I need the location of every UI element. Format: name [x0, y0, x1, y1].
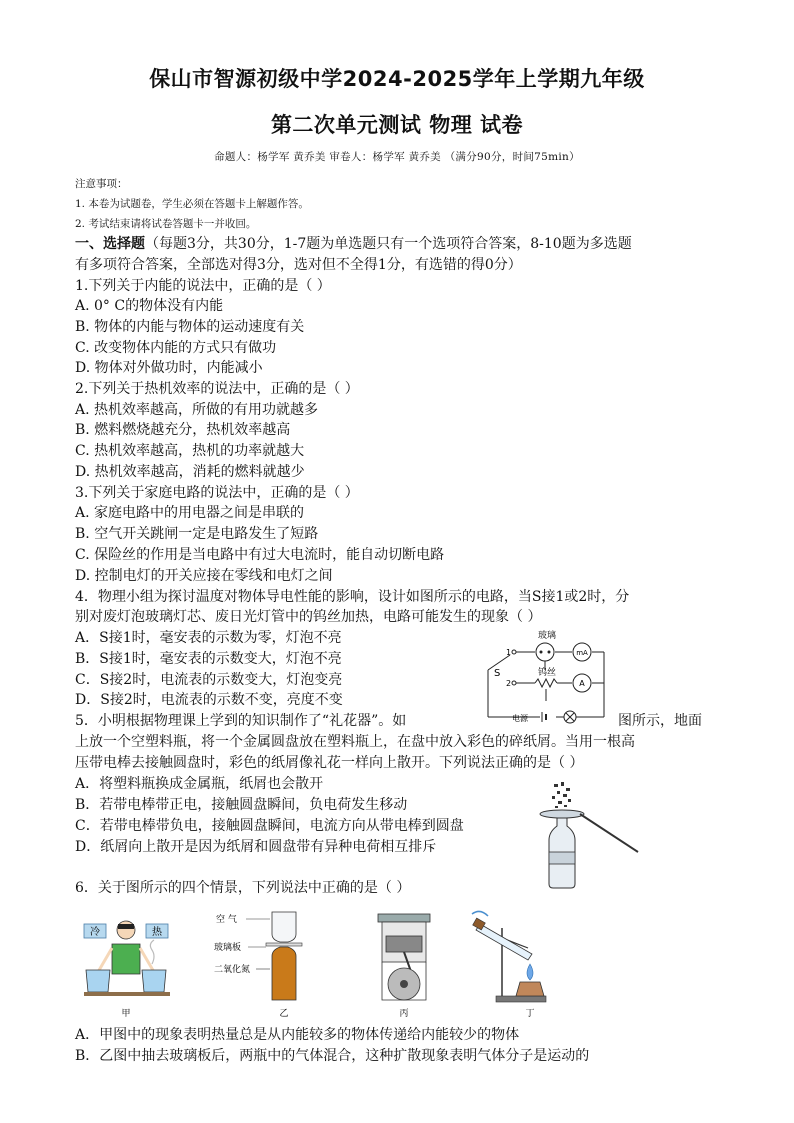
q4-meter-ma: mA — [576, 649, 588, 657]
q5-option-a: A．将塑料瓶换成金属瓶，纸屑也会散开 — [75, 776, 324, 792]
q6-label-bing: 丙 — [399, 1009, 409, 1019]
q3-stem: 3.下列关于家庭电路的说法中，正确的是（ ） — [75, 485, 359, 501]
q6-figure-ding — [470, 908, 570, 1020]
q6-figure-yi — [212, 908, 312, 1020]
q6-jia-cold: 冷 — [90, 927, 100, 938]
section1-desc2: 有多项符合答案，全部选对得3分，选对但不全得1分，有选错的得0分） — [75, 257, 522, 273]
note-item-1: 1. 本卷为试题卷，学生必须在答题卡上解题作答。 — [75, 198, 309, 210]
q2-option-c: C. 热机效率越高，热机的功率就越大 — [75, 443, 305, 459]
q4-label-s: S — [494, 668, 501, 679]
q5-bottle-figure — [530, 780, 645, 892]
q1-option-b: B. 物体的内能与物体的运动速度有关 — [75, 319, 305, 335]
q6-stem: 6．关于图所示的四个情景，下列说法中正确的是（ ） — [75, 880, 411, 896]
q3-option-b: B. 空气开关跳闸一定是电路发生了短路 — [75, 526, 319, 542]
q6-label-ding: 丁 — [525, 1009, 535, 1019]
q5-stem-line3: 压带电棒去接触圆盘时，彩色的纸屑像礼花一样向上散开。下列说法正确的是（ ） — [75, 755, 584, 771]
exam-title-line2: 第二次单元测试 物理 试卷 — [270, 113, 524, 137]
q4-label-1: 1 — [506, 648, 512, 657]
q6-label-yi: 乙 — [279, 1009, 289, 1019]
q4-option-a: A．S接1时，毫安表的示数为零，灯泡不亮 — [75, 630, 342, 646]
section1-heading: 一、选择题 — [75, 236, 145, 252]
q4-label-wire: 钨丝 — [538, 668, 557, 678]
q6-figure-jia — [82, 912, 180, 1020]
notes-heading: 注意事项： — [75, 178, 128, 190]
q5-option-b: B．若带电棒带正电，接触圆盘瞬间，负电荷发生移动 — [75, 797, 408, 813]
section1-line1 — [75, 234, 632, 254]
q1-option-c: C. 改变物体内能的方式只有做功 — [75, 340, 277, 356]
q4-option-d: D．S接2时，电流表的示数不变，亮度不变 — [75, 692, 343, 708]
exam-title-line1: 保山市智源初级中学2024-2025学年上学期九年级 — [149, 67, 645, 91]
q6-option-a: A．甲图中的现象表明热量总是从内能较多的物体传递给内能较少的物体 — [75, 1027, 520, 1043]
q2-option-d: D. 热机效率越高，消耗的燃料就越少 — [75, 464, 305, 480]
q4-stem-line2: 别对废灯泡玻璃灯芯、废日光灯管中的钨丝加热，电路可能发生的现象（ ） — [75, 609, 542, 625]
q2-stem: 2.下列关于热机效率的说法中，正确的是（ ） — [75, 381, 359, 397]
q1-stem: 1.下列关于内能的说法中，正确的是（ ） — [75, 278, 331, 294]
q6-jia-hot: 热 — [152, 927, 162, 938]
q5-stem-line2: 上放一个空塑料瓶，将一个金属圆盘放在塑料瓶上，在盘中放入彩色的碎纸屑。当用一根高 — [75, 734, 635, 750]
q6-option-b: B．乙图中抽去玻璃板后，两瓶中的气体混合，这种扩散现象表明气体分子是运动的 — [75, 1048, 590, 1064]
q4-option-c: C．S接2时，电流表的示数变大，灯泡变亮 — [75, 672, 343, 688]
q4-label-2: 2 — [506, 679, 512, 688]
q6-yi-air: 空 气 — [216, 915, 237, 925]
q5-option-d: D．纸屑向上散开是因为纸屑和圆盘带有异种电荷相互排斥 — [75, 839, 437, 855]
q1-option-d: D. 物体对外做功时，内能减小 — [75, 360, 263, 376]
q4-circuit-figure — [480, 630, 610, 725]
q4-label-power: 电源 — [512, 714, 528, 723]
note-item-2: 2. 考试结束请将试卷答题卡一并收回。 — [75, 218, 257, 230]
q2-option-b: B. 燃料燃烧越充分，热机效率越高 — [75, 422, 291, 438]
q5-stem-line1: 5．小明根据物理课上学到的知识制作了“礼花器”。如 — [75, 713, 407, 729]
q3-option-a: A. 家庭电路中的用电器之间是串联的 — [75, 505, 305, 521]
section1-desc1: （每题3分，共30分，1-7题为单选题只有一个选项符合答案，8-10题为多选题 — [145, 236, 632, 252]
q4-option-b: B．S接1时，毫安表的示数变大，灯泡不亮 — [75, 651, 342, 667]
q3-option-c: C. 保险丝的作用是当电路中有过大电流时，能自动切断电路 — [75, 547, 445, 563]
q6-yi-no2: 二氧化氮 — [214, 965, 251, 975]
q4-stem-line1: 4．物理小组为探讨温度对物体导电性能的影响，设计如图所示的电路，当S接1或2时，分 — [75, 589, 630, 605]
q2-option-a: A. 热机效率越高，所做的有用功就越多 — [75, 402, 319, 418]
q5-stem-line1b: 图所示，地面 — [618, 713, 702, 729]
author-info: 命题人：杨学军 黄乔美 审卷人：杨学军 黄乔美 （满分90分，时间75min） — [214, 151, 580, 163]
q1-option-a: A. 0° C的物体没有内能 — [75, 298, 224, 314]
q6-label-jia: 甲 — [121, 1009, 131, 1019]
q3-option-d: D. 控制电灯的开关应接在零线和电灯之间 — [75, 568, 333, 584]
q5-option-c: C．若带电棒带负电，接触圆盘瞬间，电流方向从带电棒到圆盘 — [75, 818, 464, 834]
q4-label-glass: 玻璃 — [538, 631, 557, 641]
q6-figure-bing — [364, 912, 444, 1020]
q4-meter-a: A — [579, 679, 585, 688]
q6-yi-glass: 玻璃板 — [214, 943, 242, 953]
